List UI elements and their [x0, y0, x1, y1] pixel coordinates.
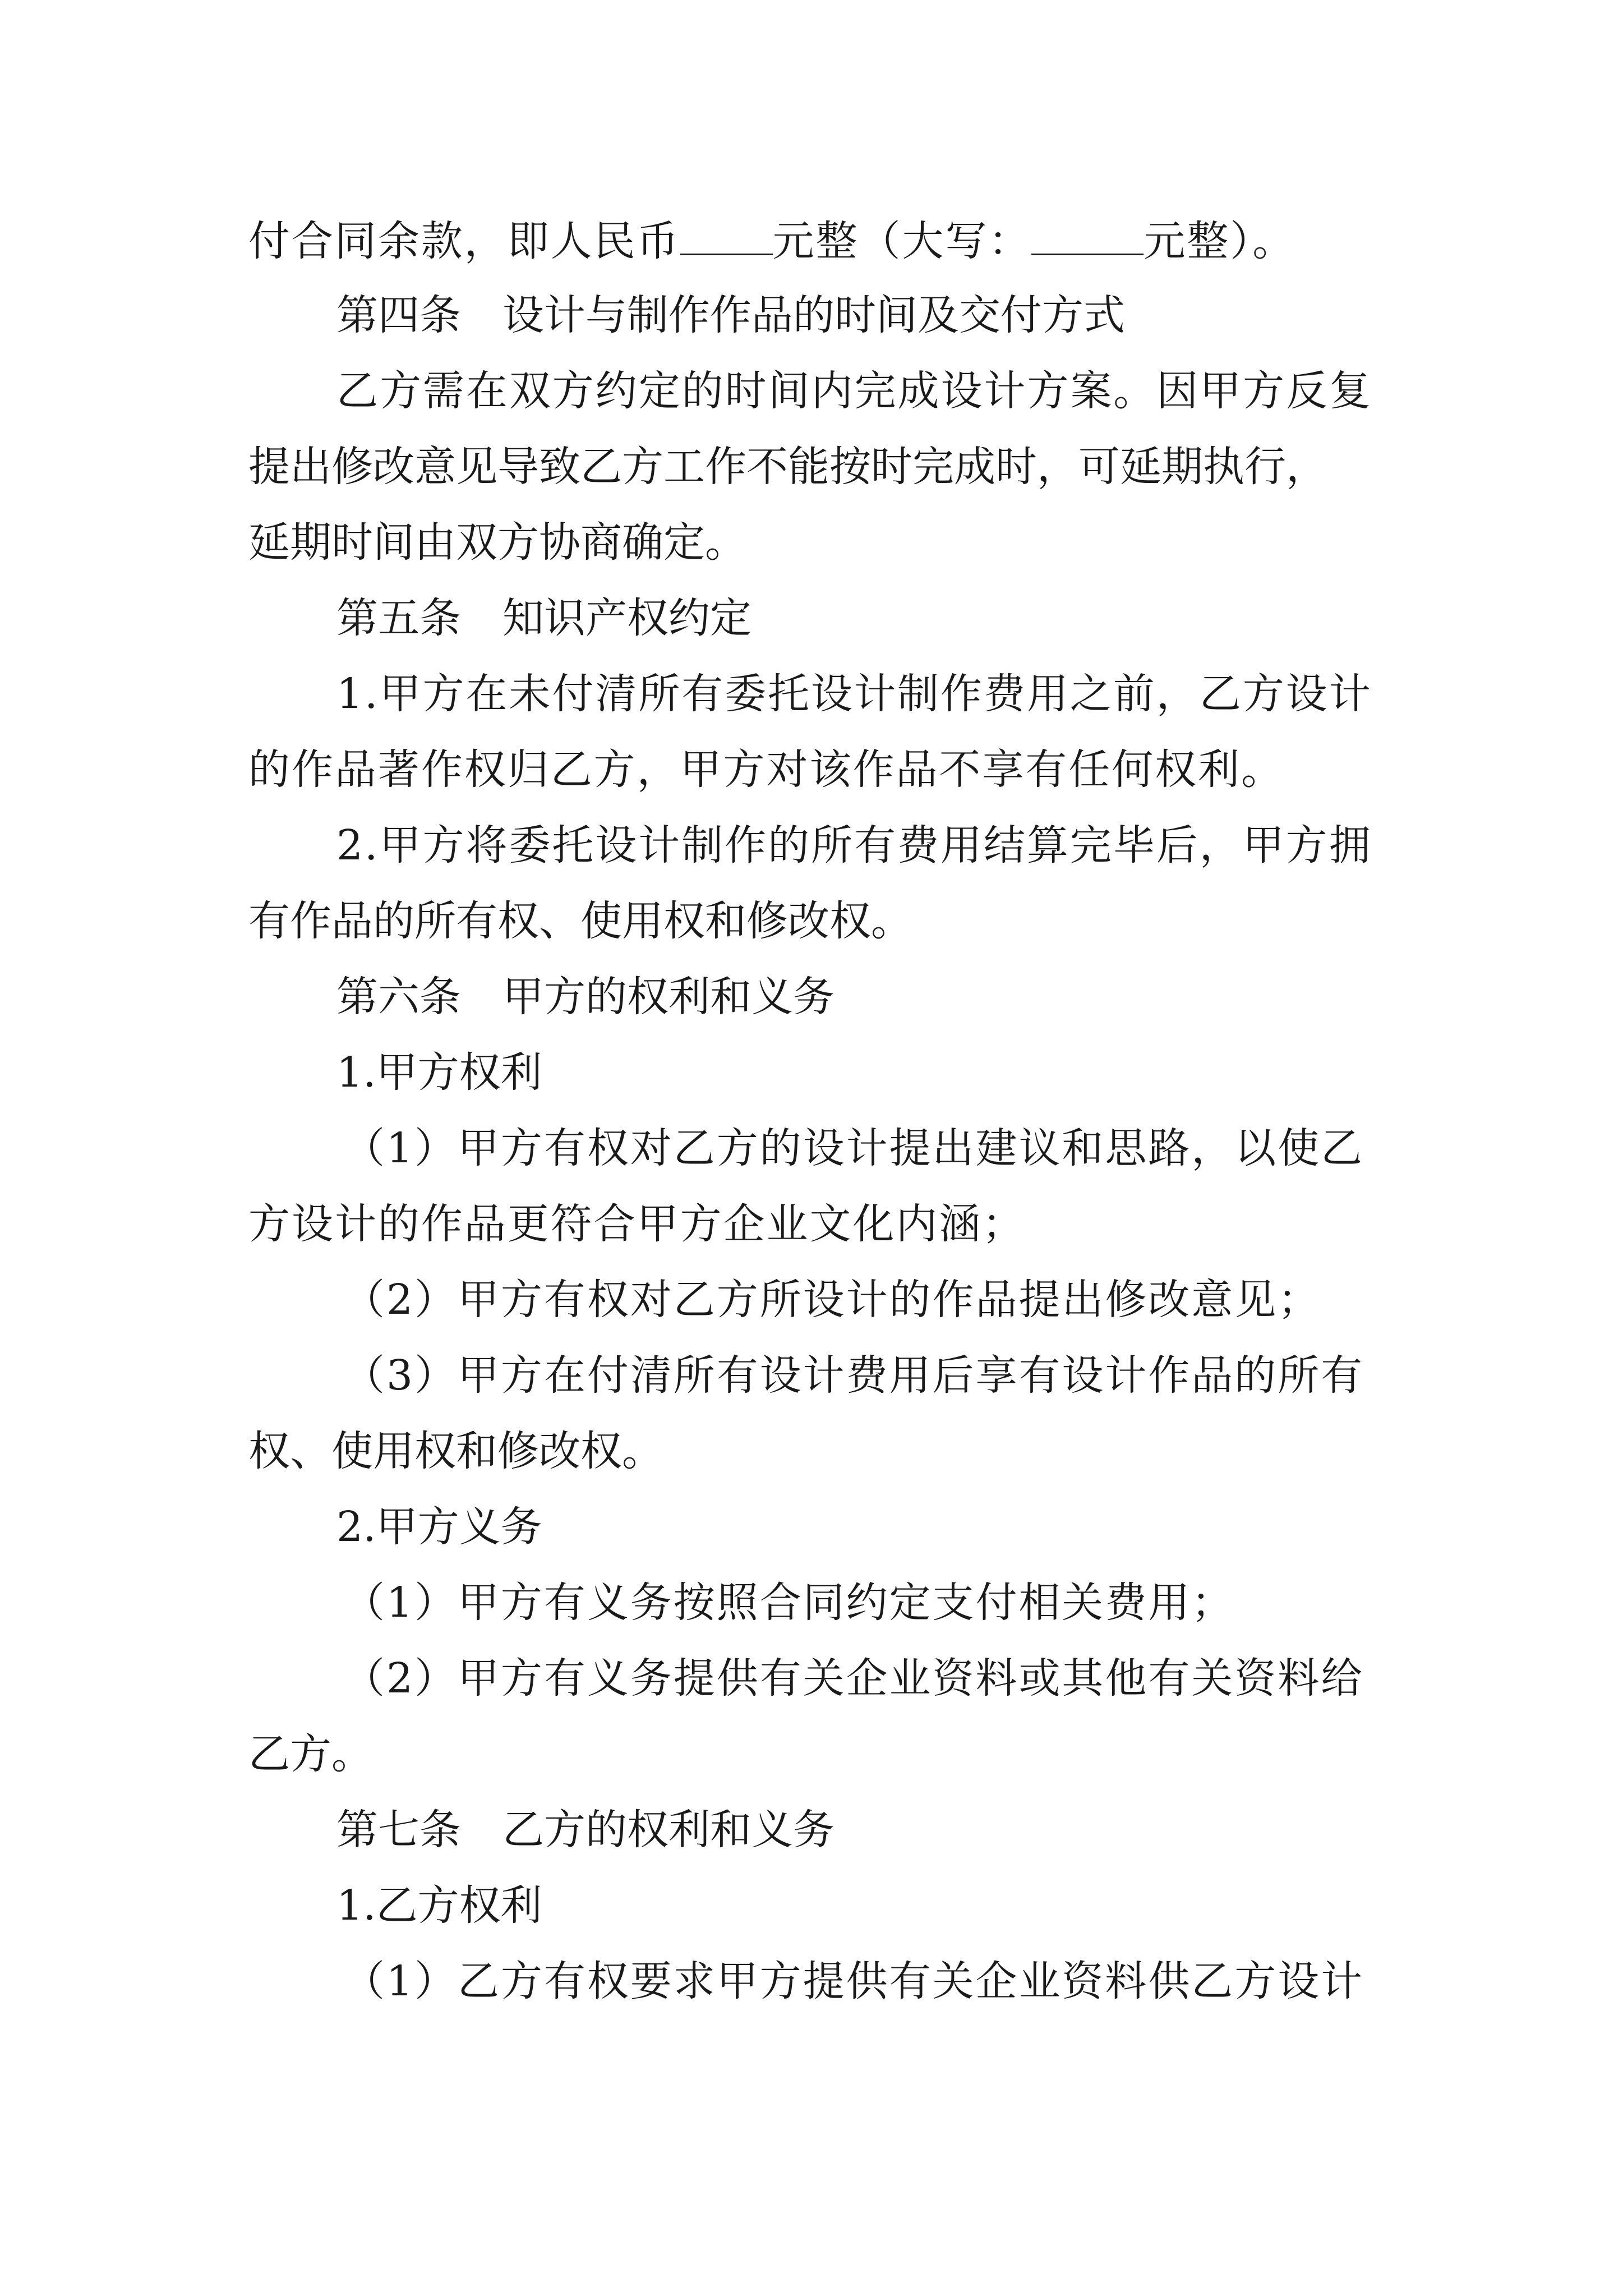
paragraph-line: 权、使用权和修改权。 [248, 1427, 663, 1475]
paragraph-line: 方设计的作品更符合甲方企业文化内涵； [248, 1200, 1026, 1248]
paragraph-line: 乙方。 [248, 1730, 373, 1778]
amount-blank [680, 219, 773, 255]
text-segment: 付合同余款，即人民币 [248, 217, 680, 265]
list-item: （1）乙方有权要求甲方提供有关企业资料供乙方设计 [343, 1957, 1364, 2005]
article-heading: 第四条 设计与制作作品的时间及交付方式 [336, 291, 1125, 339]
list-item: （2）甲方有义务提供有关企业资料或其他有关资料给 [343, 1654, 1364, 1703]
text-segment: 元整）。 [1144, 217, 1296, 265]
article-heading: 第六条 甲方的权利和义务 [336, 973, 834, 1021]
list-item: （2）甲方有权对乙方所设计的作品提出修改意见； [343, 1276, 1321, 1324]
paragraph-line [248, 217, 1296, 265]
paragraph-line: 2.甲方将委托设计制作的所有费用结算完毕后，甲方拥 [336, 821, 1372, 869]
subheading: 2.甲方义务 [336, 1503, 542, 1551]
list-item: （3）甲方在付清所有设计费用后享有设计作品的所有 [343, 1351, 1364, 1400]
text-segment: 元整（大写： [772, 217, 1032, 265]
subheading: 1.乙方权利 [336, 1881, 542, 1930]
list-item: （1）甲方有权对乙方的设计提出建议和思路，以使乙 [343, 1124, 1364, 1172]
amount-uppercase-blank [1031, 219, 1144, 255]
list-item: （1）甲方有义务按照合同约定支付相关费用； [343, 1579, 1235, 1627]
article-heading: 第五条 知识产权约定 [336, 594, 751, 642]
subheading: 1.甲方权利 [336, 1048, 542, 1097]
paragraph-line: 有作品的所有权、使用权和修改权。 [248, 897, 912, 945]
paragraph-line: 乙方需在双方约定的时间内完成设计方案。因甲方反复 [336, 367, 1373, 415]
paragraph-line: 提出修改意见导致乙方工作不能按时完成时，可延期执行， [248, 443, 1327, 491]
paragraph-line: 的作品著作权归乙方，甲方对该作品不享有任何权利。 [248, 746, 1285, 794]
paragraph-line: 1.甲方在未付清所有委托设计制作费用之前，乙方设计 [336, 670, 1372, 718]
paragraph-line: 延期时间由双方协商确定。 [248, 518, 746, 567]
article-heading: 第七条 乙方的权利和义务 [336, 1806, 834, 1854]
